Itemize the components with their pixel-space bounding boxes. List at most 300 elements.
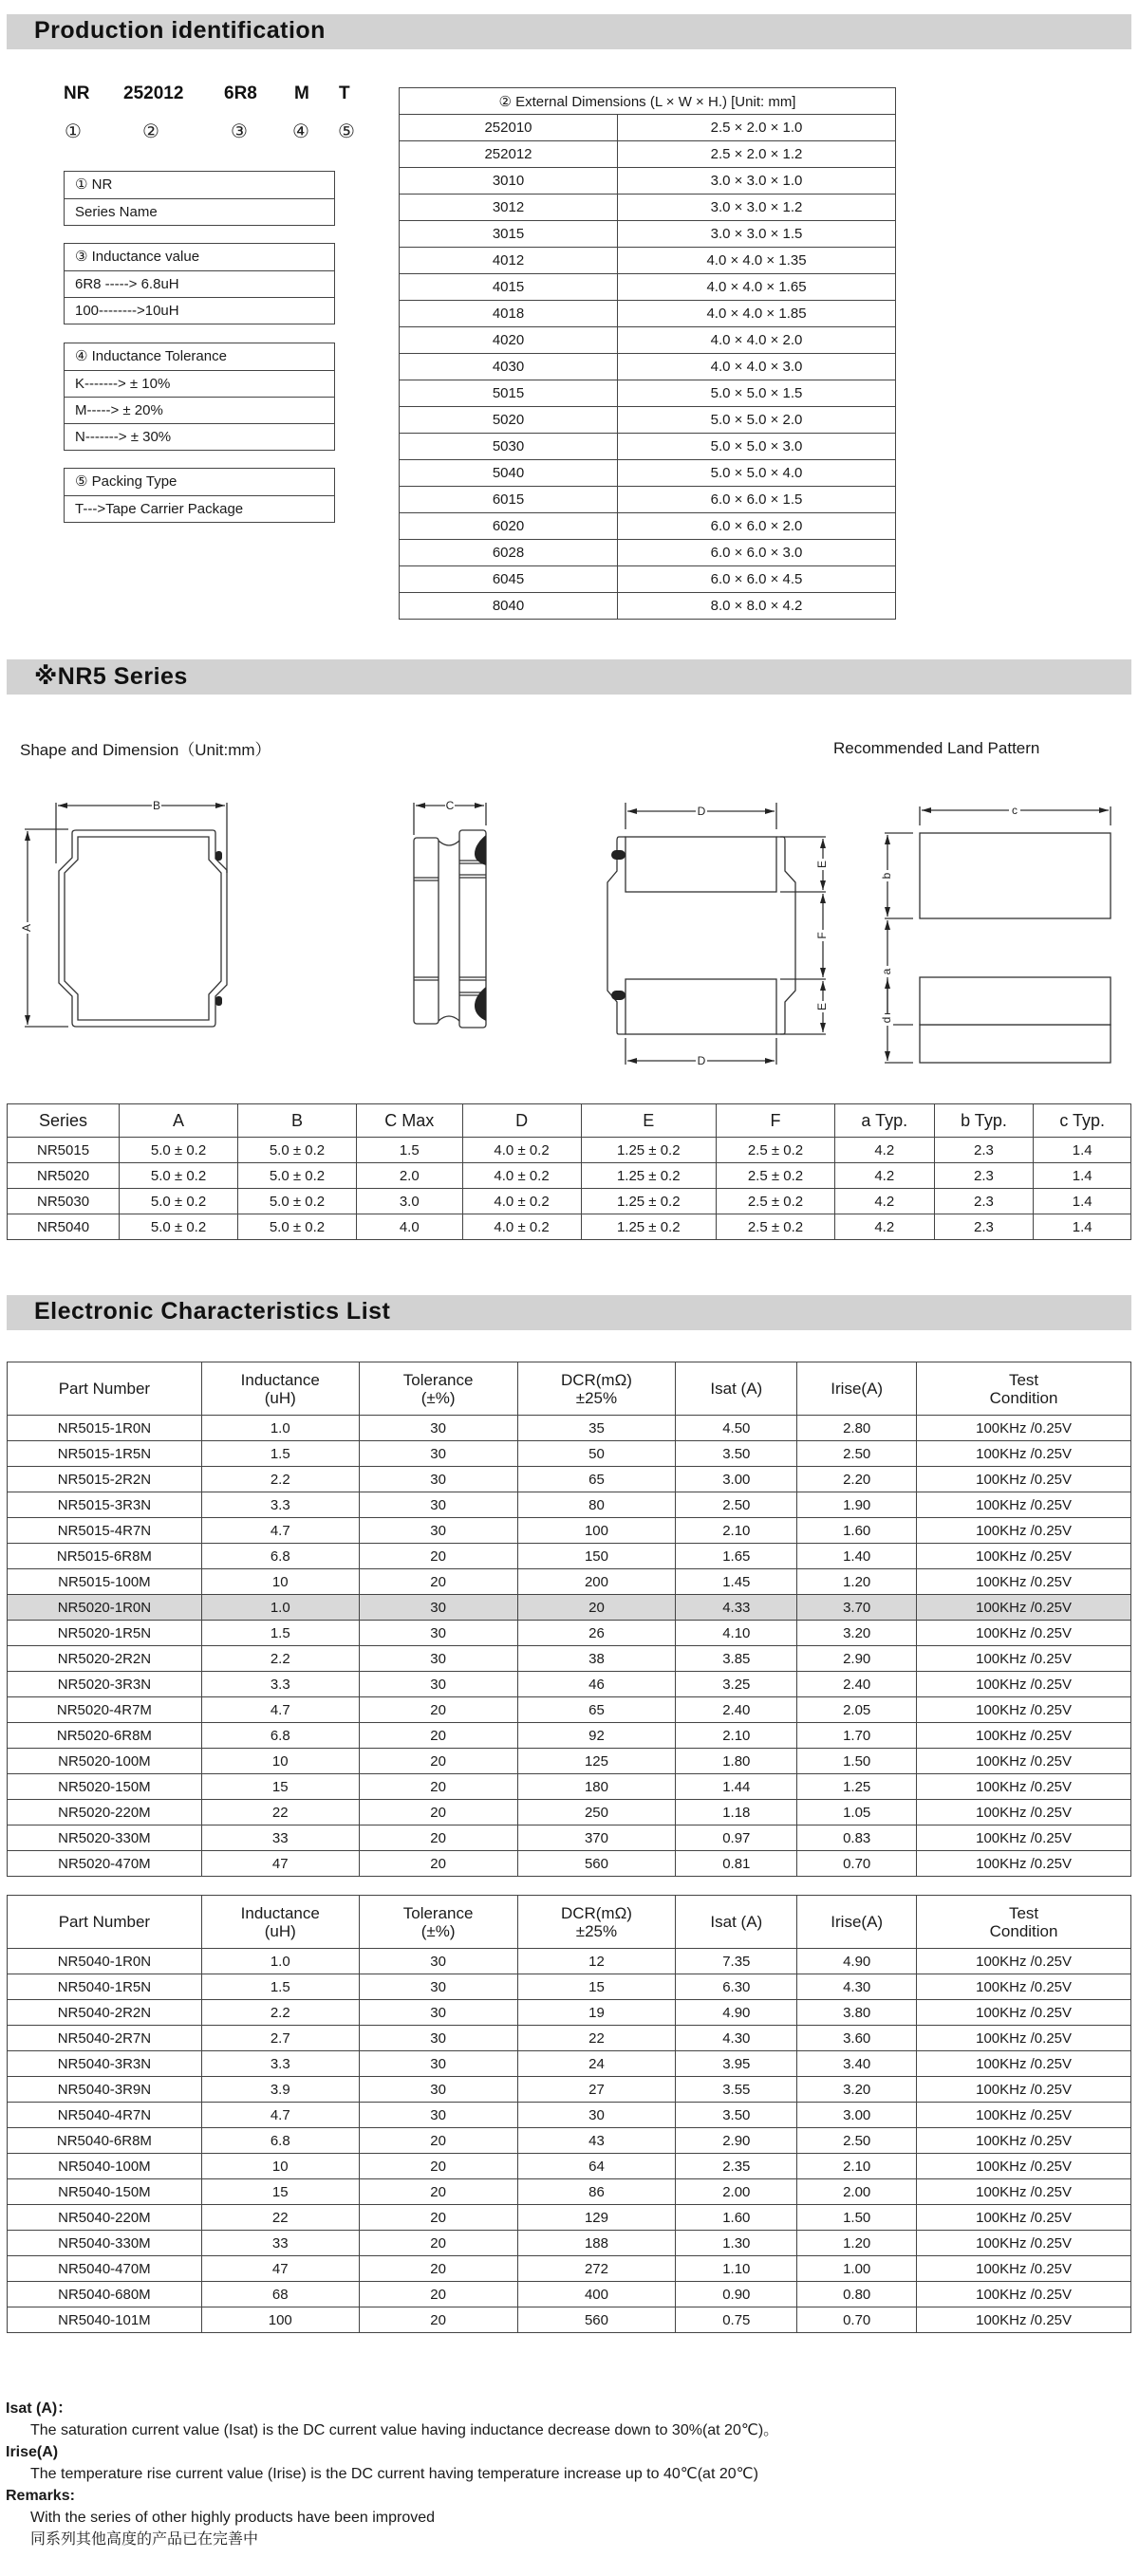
table-cell: 4.50 bbox=[676, 1416, 797, 1441]
table-cell: NR5020 bbox=[8, 1163, 120, 1189]
table-cell: 92 bbox=[517, 1723, 676, 1749]
column-header-line: (±%) bbox=[420, 1388, 456, 1407]
table-cell: 47 bbox=[201, 1851, 359, 1877]
table-cell: 100 bbox=[517, 1518, 676, 1544]
legend-title: ④ Inductance Tolerance bbox=[75, 348, 227, 364]
table-cell: 5.0 ± 0.2 bbox=[120, 1214, 238, 1240]
table-row bbox=[8, 2307, 1131, 2333]
table-cell: 5.0 ± 0.2 bbox=[120, 1163, 238, 1189]
part-number-cell: NR5040-680M bbox=[8, 2282, 202, 2307]
table-cell: 20 bbox=[359, 1774, 517, 1800]
dimension-value-cell: 8.0 × 8.0 × 4.2 bbox=[618, 593, 896, 620]
part-number-cell: NR5040-4R7N bbox=[8, 2103, 202, 2128]
table-cell: 30 bbox=[359, 1441, 517, 1467]
size-code-cell: 5015 bbox=[400, 380, 618, 407]
size-code-cell: 3015 bbox=[400, 221, 618, 248]
table-cell: 100KHz /0.25V bbox=[917, 2179, 1131, 2205]
note-text-irise: The temperature rise current value (Irise) is the DC current having temperature increase up to 40℃(at 20℃) bbox=[30, 2466, 758, 2482]
column-header-line: ±25% bbox=[575, 1921, 618, 1940]
table-cell: 100KHz /0.25V bbox=[917, 2128, 1131, 2154]
dimension-value-cell: 5.0 × 5.0 × 1.5 bbox=[618, 380, 896, 407]
table-cell: 2.2 bbox=[201, 1467, 359, 1492]
land-pattern-label: Recommended Land Pattern bbox=[833, 739, 1040, 757]
table-cell: 100KHz /0.25V bbox=[917, 1697, 1131, 1723]
size-code-cell: 6028 bbox=[400, 540, 618, 566]
table-row bbox=[8, 1595, 1131, 1621]
table-cell: 200 bbox=[517, 1569, 676, 1595]
table-cell: 47 bbox=[201, 2256, 359, 2282]
part-number-cell: NR5015-1R5N bbox=[8, 1441, 202, 1467]
table-cell: 1.90 bbox=[797, 1492, 917, 1518]
dimension-row bbox=[400, 301, 896, 327]
table-cell: 22 bbox=[201, 2205, 359, 2231]
table-cell: 4.90 bbox=[797, 1949, 917, 1974]
nr5-dimension-table bbox=[7, 1103, 1131, 1240]
table-cell: 4.2 bbox=[834, 1138, 934, 1163]
table-cell: 1.40 bbox=[797, 1544, 917, 1569]
note-heading-isat: Isat (A)： bbox=[6, 2400, 73, 2417]
section-header-production-identification bbox=[7, 14, 1131, 49]
table-cell: 100KHz /0.25V bbox=[917, 2103, 1131, 2128]
dimension-value-cell: 5.0 × 5.0 × 3.0 bbox=[618, 434, 896, 460]
table-cell: 64 bbox=[517, 2154, 676, 2179]
table-cell: 4.10 bbox=[676, 1621, 797, 1646]
column-header-line: Test bbox=[1008, 1370, 1039, 1389]
table-cell: 1.0 bbox=[201, 1416, 359, 1441]
table-cell: 4.90 bbox=[676, 2000, 797, 2026]
table-cell: 100KHz /0.25V bbox=[917, 1723, 1131, 1749]
dimension-value-cell: 4.0 × 4.0 × 3.0 bbox=[618, 354, 896, 380]
table-cell: 100KHz /0.25V bbox=[917, 1825, 1131, 1851]
table-cell: 20 bbox=[359, 1749, 517, 1774]
table-cell: 3.60 bbox=[797, 2026, 917, 2051]
table-cell: 1.4 bbox=[1034, 1163, 1131, 1189]
table-cell: 26 bbox=[517, 1621, 676, 1646]
table-cell: 4.7 bbox=[201, 1518, 359, 1544]
table-cell: 2.90 bbox=[797, 1646, 917, 1672]
table-cell: 1.70 bbox=[797, 1723, 917, 1749]
table-cell: 100KHz /0.25V bbox=[917, 1569, 1131, 1595]
part-number-cell: NR5020-2R2N bbox=[8, 1646, 202, 1672]
table-row bbox=[8, 1163, 1131, 1189]
table-row bbox=[8, 2179, 1131, 2205]
table-cell: 20 bbox=[359, 2256, 517, 2282]
table-cell: 4.0 bbox=[356, 1214, 462, 1240]
column-header: F bbox=[717, 1104, 835, 1138]
part-number-cell: NR5040-220M bbox=[8, 2205, 202, 2231]
table-cell: 1.44 bbox=[676, 1774, 797, 1800]
dimension-value-cell: 4.0 × 4.0 × 1.35 bbox=[618, 248, 896, 274]
table-cell: 2.00 bbox=[797, 2179, 917, 2205]
part-number-cell: NR5020-220M bbox=[8, 1800, 202, 1825]
table-cell: 2.90 bbox=[676, 2128, 797, 2154]
table-cell: 0.97 bbox=[676, 1825, 797, 1851]
table-row bbox=[8, 1518, 1131, 1544]
table-cell: 5.0 ± 0.2 bbox=[238, 1189, 357, 1214]
table-cell: 0.80 bbox=[797, 2282, 917, 2307]
column-header bbox=[201, 1896, 359, 1949]
table-cell: 1.5 bbox=[201, 1441, 359, 1467]
table-row bbox=[8, 1949, 1131, 1974]
table-cell: 50 bbox=[517, 1441, 676, 1467]
table-cell: 30 bbox=[359, 2077, 517, 2103]
size-code-cell: 252010 bbox=[400, 115, 618, 141]
table-row bbox=[8, 1416, 1131, 1441]
table-cell: 33 bbox=[201, 2231, 359, 2256]
table-cell: 30 bbox=[359, 1492, 517, 1518]
table-cell: 4.0 ± 0.2 bbox=[462, 1214, 581, 1240]
table-cell: 15 bbox=[201, 2179, 359, 2205]
size-code-cell: 3012 bbox=[400, 195, 618, 221]
table-cell: 15 bbox=[201, 1774, 359, 1800]
dim-label-c-land: c bbox=[1012, 804, 1018, 817]
table-cell: 20 bbox=[359, 1569, 517, 1595]
table-cell: 27 bbox=[517, 2077, 676, 2103]
table-cell: 1.25 ± 0.2 bbox=[581, 1189, 716, 1214]
table-cell: 1.25 ± 0.2 bbox=[581, 1138, 716, 1163]
column-header: D bbox=[462, 1104, 581, 1138]
table-cell: 4.0 ± 0.2 bbox=[462, 1163, 581, 1189]
table-cell: 2.10 bbox=[676, 1723, 797, 1749]
table-cell: 100KHz /0.25V bbox=[917, 2154, 1131, 2179]
table-cell: 1.4 bbox=[1034, 1138, 1131, 1163]
part-number-cell: NR5020-470M bbox=[8, 1851, 202, 1877]
table-cell: 24 bbox=[517, 2051, 676, 2077]
part-number-cell: NR5020-1R5N bbox=[8, 1621, 202, 1646]
column-header-line: Tolerance bbox=[402, 1903, 474, 1922]
column-header-line: Isat (A) bbox=[710, 1913, 763, 1931]
part-number-cell: NR5015-100M bbox=[8, 1569, 202, 1595]
table-row bbox=[8, 1851, 1131, 1877]
size-code-cell: 252012 bbox=[400, 141, 618, 168]
table-cell: 3.00 bbox=[797, 2103, 917, 2128]
column-header bbox=[517, 1896, 676, 1949]
dimension-row bbox=[400, 487, 896, 513]
table-cell: 1.60 bbox=[676, 2205, 797, 2231]
size-code-cell: 3010 bbox=[400, 168, 618, 195]
size-code-cell: 8040 bbox=[400, 593, 618, 620]
dimension-row bbox=[400, 540, 896, 566]
part-number-cell: NR5040-101M bbox=[8, 2307, 202, 2333]
table-cell: 272 bbox=[517, 2256, 676, 2282]
shape-dimension-label: Shape and Dimension（Unit:mm） bbox=[20, 741, 271, 759]
table-cell: 3.0 bbox=[356, 1189, 462, 1214]
table-cell: 1.18 bbox=[676, 1800, 797, 1825]
table-cell: 180 bbox=[517, 1774, 676, 1800]
table-cell: 3.50 bbox=[676, 2103, 797, 2128]
table-cell: 2.3 bbox=[934, 1214, 1034, 1240]
size-code-cell: 6020 bbox=[400, 513, 618, 540]
table-cell: 100KHz /0.25V bbox=[917, 1646, 1131, 1672]
column-header-line: Condition bbox=[989, 1388, 1058, 1407]
table-cell: 10 bbox=[201, 1749, 359, 1774]
table-cell: 1.50 bbox=[797, 1749, 917, 1774]
table-cell: 30 bbox=[359, 1646, 517, 1672]
table-cell: 150 bbox=[517, 1544, 676, 1569]
table-cell: 560 bbox=[517, 2307, 676, 2333]
dimension-row bbox=[400, 168, 896, 195]
electronic-characteristics-table-nr5040 bbox=[7, 1895, 1131, 2333]
column-header: C Max bbox=[356, 1104, 462, 1138]
table-cell: 12 bbox=[517, 1949, 676, 1974]
table-cell: 1.4 bbox=[1034, 1189, 1131, 1214]
table-cell: 3.85 bbox=[676, 1646, 797, 1672]
column-header-line: Tolerance bbox=[402, 1370, 474, 1389]
column-header bbox=[8, 1896, 202, 1949]
column-header-line: Inductance bbox=[240, 1370, 320, 1389]
size-code-cell: 4012 bbox=[400, 248, 618, 274]
table-cell: 5.0 ± 0.2 bbox=[238, 1214, 357, 1240]
column-header bbox=[517, 1362, 676, 1416]
table-row bbox=[8, 2154, 1131, 2179]
table-cell: 10 bbox=[201, 1569, 359, 1595]
table-cell: 100KHz /0.25V bbox=[917, 1774, 1131, 1800]
column-header bbox=[201, 1362, 359, 1416]
table-cell: 1.25 bbox=[797, 1774, 917, 1800]
table-cell: 30 bbox=[359, 1974, 517, 2000]
table-cell: 100KHz /0.25V bbox=[917, 1749, 1131, 1774]
table-cell: 20 bbox=[359, 1825, 517, 1851]
note-heading-irise: Irise(A) bbox=[6, 2444, 59, 2460]
dim-label-f: F bbox=[815, 932, 830, 939]
table-cell: 100KHz /0.25V bbox=[917, 1974, 1131, 2000]
column-header: Series bbox=[8, 1104, 120, 1138]
table-row bbox=[8, 1672, 1131, 1697]
column-header: A bbox=[120, 1104, 238, 1138]
part-number-cell: NR5015-1R0N bbox=[8, 1416, 202, 1441]
dimension-row bbox=[400, 513, 896, 540]
table-row bbox=[8, 2000, 1131, 2026]
legend-row: N-------> ± 30% bbox=[65, 423, 334, 450]
table-cell: 4.33 bbox=[676, 1595, 797, 1621]
part-number-cell: NR5015-6R8M bbox=[8, 1544, 202, 1569]
column-header-line: Isat (A) bbox=[710, 1380, 763, 1398]
table-cell: 100KHz /0.25V bbox=[917, 2077, 1131, 2103]
table-row bbox=[8, 2051, 1131, 2077]
electronic-characteristics-table-nr5015-nr5020 bbox=[7, 1362, 1131, 1877]
table-cell: 65 bbox=[517, 1697, 676, 1723]
dimension-value-cell: 4.0 × 4.0 × 1.85 bbox=[618, 301, 896, 327]
table-row bbox=[8, 2205, 1131, 2231]
table-cell: 100KHz /0.25V bbox=[917, 2231, 1131, 2256]
table-cell: 2.0 bbox=[356, 1163, 462, 1189]
dim-label-d-land: d bbox=[880, 1016, 894, 1024]
side-view-drawing bbox=[399, 797, 513, 1053]
table-cell: 30 bbox=[359, 1518, 517, 1544]
table-cell: 20 bbox=[359, 1697, 517, 1723]
dimension-row bbox=[400, 115, 896, 141]
size-code-cell: 5040 bbox=[400, 460, 618, 487]
part-number-cell: NR5040-2R7N bbox=[8, 2026, 202, 2051]
table-cell: 1.00 bbox=[797, 2256, 917, 2282]
table-cell: 3.3 bbox=[201, 2051, 359, 2077]
table-cell: 100KHz /0.25V bbox=[917, 1595, 1131, 1621]
table-cell: 1.5 bbox=[201, 1974, 359, 2000]
table-cell: 2.00 bbox=[676, 2179, 797, 2205]
column-header-line: (uH) bbox=[264, 1921, 296, 1940]
table-row bbox=[8, 1697, 1131, 1723]
table-cell: 1.0 bbox=[201, 1949, 359, 1974]
table-cell: 1.05 bbox=[797, 1800, 917, 1825]
table-cell: 20 bbox=[359, 1723, 517, 1749]
table-cell: 0.75 bbox=[676, 2307, 797, 2333]
part-number-cell: NR5040-1R0N bbox=[8, 1949, 202, 1974]
table-cell: 100KHz /0.25V bbox=[917, 1851, 1131, 1877]
table-cell: 129 bbox=[517, 2205, 676, 2231]
dimension-row bbox=[400, 380, 896, 407]
part-number-cell: NR5020-3R3N bbox=[8, 1672, 202, 1697]
table-cell: 2.2 bbox=[201, 1646, 359, 1672]
part-number-cell: NR5015-3R3N bbox=[8, 1492, 202, 1518]
legend-row: 6R8 -----> 6.8uH bbox=[65, 270, 334, 297]
dimension-value-cell: 4.0 × 4.0 × 1.65 bbox=[618, 274, 896, 301]
table-cell: 30 bbox=[359, 1467, 517, 1492]
table-cell: 1.60 bbox=[797, 1518, 917, 1544]
table-cell: 1.20 bbox=[797, 2231, 917, 2256]
table-cell: 2.20 bbox=[797, 1467, 917, 1492]
dim-label-d-bottom: D bbox=[697, 1054, 706, 1067]
table-cell: 3.95 bbox=[676, 2051, 797, 2077]
note-text-isat: The saturation current value (Isat) is the DC current value having inductance decrease down to 30%(at 20℃)。 bbox=[30, 2422, 779, 2438]
dimension-row bbox=[400, 407, 896, 434]
dimension-row bbox=[400, 141, 896, 168]
table-row bbox=[8, 2231, 1131, 2256]
circled-number-3: ③ bbox=[231, 120, 248, 142]
dim-label-e-top: E bbox=[815, 860, 830, 869]
table-cell: 0.90 bbox=[676, 2282, 797, 2307]
table-cell: 100KHz /0.25V bbox=[917, 2000, 1131, 2026]
table-cell: 19 bbox=[517, 2000, 676, 2026]
dimension-value-cell: 2.5 × 2.0 × 1.2 bbox=[618, 141, 896, 168]
table-cell: 560 bbox=[517, 1851, 676, 1877]
dim-label-b-land: b bbox=[880, 872, 894, 880]
dimension-value-cell: 6.0 × 6.0 × 4.5 bbox=[618, 566, 896, 593]
table-cell: 100KHz /0.25V bbox=[917, 1492, 1131, 1518]
table-cell: 30 bbox=[359, 2026, 517, 2051]
column-header bbox=[797, 1896, 917, 1949]
dimension-value-cell: 5.0 × 5.0 × 4.0 bbox=[618, 460, 896, 487]
table-cell: 3.80 bbox=[797, 2000, 917, 2026]
table-cell: 0.81 bbox=[676, 1851, 797, 1877]
dimension-row bbox=[400, 434, 896, 460]
column-header bbox=[8, 1362, 202, 1416]
part-number-cell: NR5040-3R9N bbox=[8, 2077, 202, 2103]
dim-label-a-land: a bbox=[880, 968, 894, 975]
table-cell: 100KHz /0.25V bbox=[917, 1621, 1131, 1646]
dim-label-b: B bbox=[152, 799, 161, 812]
table-cell: 100KHz /0.25V bbox=[917, 1949, 1131, 1974]
table-cell: 20 bbox=[359, 2282, 517, 2307]
table-row bbox=[8, 2026, 1131, 2051]
section-header-electronic-characteristics bbox=[7, 1295, 1131, 1330]
part-number-cell: NR5040-100M bbox=[8, 2154, 202, 2179]
table-cell: 2.35 bbox=[676, 2154, 797, 2179]
table-cell: 3.70 bbox=[797, 1595, 917, 1621]
note-text-remarks: With the series of other highly products have been improved bbox=[30, 2510, 436, 2526]
table-cell: 4.2 bbox=[834, 1189, 934, 1214]
column-header bbox=[676, 1896, 797, 1949]
table-cell: 100KHz /0.25V bbox=[917, 2026, 1131, 2051]
legend-title: ① NR bbox=[75, 176, 113, 193]
table-cell: 100KHz /0.25V bbox=[917, 1441, 1131, 1467]
dimension-value-cell: 3.0 × 3.0 × 1.0 bbox=[618, 168, 896, 195]
legend-row: Series Name bbox=[65, 198, 334, 225]
table-cell: 6.30 bbox=[676, 1974, 797, 2000]
table-cell: 100KHz /0.25V bbox=[917, 1518, 1131, 1544]
table-cell: 3.9 bbox=[201, 2077, 359, 2103]
part-number-cell: NR5040-1R5N bbox=[8, 1974, 202, 2000]
notes-section bbox=[6, 2398, 1126, 2550]
table-row bbox=[8, 2103, 1131, 2128]
dimension-row bbox=[400, 593, 896, 620]
table-cell: 33 bbox=[201, 1825, 359, 1851]
table-cell: 68 bbox=[201, 2282, 359, 2307]
table-cell: 4.7 bbox=[201, 1697, 359, 1723]
table-cell: 5.0 ± 0.2 bbox=[120, 1138, 238, 1163]
table-cell: 1.25 ± 0.2 bbox=[581, 1214, 716, 1240]
table-cell: 15 bbox=[517, 1974, 676, 2000]
table-cell: 30 bbox=[359, 1949, 517, 1974]
table-cell: 6.8 bbox=[201, 1723, 359, 1749]
size-code-cell: 4015 bbox=[400, 274, 618, 301]
part-number-cell: NR5020-100M bbox=[8, 1749, 202, 1774]
dimension-value-cell: 6.0 × 6.0 × 1.5 bbox=[618, 487, 896, 513]
dim-label-e-bottom: E bbox=[815, 1002, 830, 1011]
size-code-cell: 6045 bbox=[400, 566, 618, 593]
code-part-packing: T bbox=[339, 83, 350, 103]
table-cell: 2.5 ± 0.2 bbox=[717, 1163, 835, 1189]
column-header bbox=[359, 1896, 517, 1949]
part-number-cell: NR5020-4R7M bbox=[8, 1697, 202, 1723]
table-cell: 100KHz /0.25V bbox=[917, 2282, 1131, 2307]
table-cell: 100KHz /0.25V bbox=[917, 1800, 1131, 1825]
table-cell: 1.45 bbox=[676, 1569, 797, 1595]
table-cell: 250 bbox=[517, 1800, 676, 1825]
table-cell: 2.3 bbox=[934, 1163, 1034, 1189]
table-cell: 400 bbox=[517, 2282, 676, 2307]
legend-row: 100-------->10uH bbox=[65, 297, 334, 324]
table-row bbox=[8, 1723, 1131, 1749]
table-cell: 3.55 bbox=[676, 2077, 797, 2103]
table-cell: 2.50 bbox=[676, 1492, 797, 1518]
table-row bbox=[8, 1825, 1131, 1851]
column-header-line: Part Number bbox=[58, 1380, 151, 1398]
table-cell: 2.3 bbox=[934, 1189, 1034, 1214]
table-cell: NR5030 bbox=[8, 1189, 120, 1214]
column-header-line: Irise(A) bbox=[831, 1380, 884, 1398]
table-cell: 22 bbox=[201, 1800, 359, 1825]
table-cell: 3.50 bbox=[676, 1441, 797, 1467]
table-cell: 2.5 ± 0.2 bbox=[717, 1189, 835, 1214]
dim-label-a: A bbox=[20, 923, 34, 933]
table-cell: 20 bbox=[359, 2307, 517, 2333]
table-cell: 100KHz /0.25V bbox=[917, 2307, 1131, 2333]
table-cell: 86 bbox=[517, 2179, 676, 2205]
table-cell: 6.8 bbox=[201, 2128, 359, 2154]
column-header bbox=[797, 1362, 917, 1416]
table-cell: 1.5 bbox=[201, 1621, 359, 1646]
part-number-cell: NR5040-470M bbox=[8, 2256, 202, 2282]
table-row bbox=[8, 1646, 1131, 1672]
table-cell: 2.3 bbox=[934, 1138, 1034, 1163]
code-part-dimensions: 252012 bbox=[123, 83, 184, 103]
table-cell: 4.30 bbox=[676, 2026, 797, 2051]
dim-label-c: C bbox=[445, 799, 455, 812]
table-row bbox=[8, 2128, 1131, 2154]
table-cell: 2.80 bbox=[797, 1416, 917, 1441]
table-cell: 30 bbox=[359, 2051, 517, 2077]
table-cell: 125 bbox=[517, 1749, 676, 1774]
